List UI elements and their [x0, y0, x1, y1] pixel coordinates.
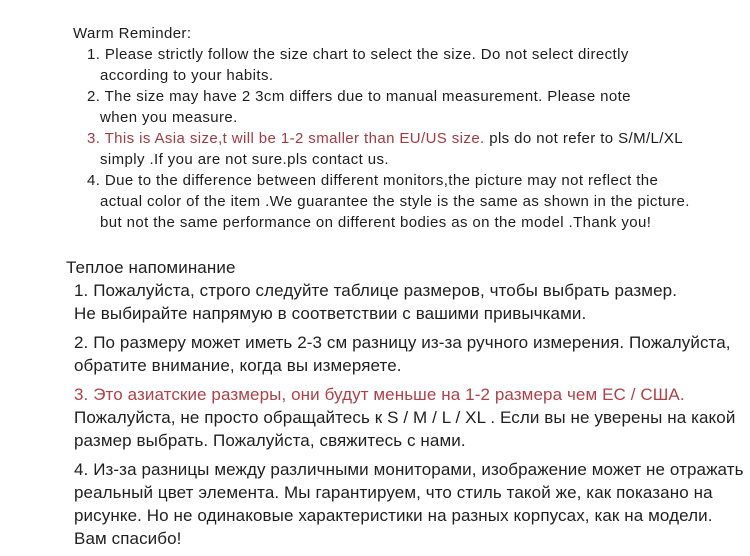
english-item-4-line-2: actual color of the item .We guarantee the style is the same as shown in the picture. — [100, 193, 690, 210]
english-item-1-line-1: 1. Please strictly follow the size chart to select the size. Do not select directly — [87, 46, 629, 63]
russian-item-4-line-3: рисунке. Но не одинаковые характеристики на разных корпусах, как на модели. — [74, 506, 713, 525]
russian-item-4-line-1: 4. Из-за разницы между различными мониторами, изображение может не отражать — [74, 460, 744, 479]
russian-reminder-section — [0, 256, 750, 550]
english-item-2-line-2: when you measure. — [100, 109, 238, 126]
russian-item-4 — [74, 458, 750, 550]
russian-item-1 — [74, 279, 750, 325]
english-reminder-section — [0, 0, 750, 233]
russian-item-4-line-4: Вам спасибо! — [74, 529, 182, 548]
english-item-3-red-text: 3. This is Asia size,t will be 1-2 smaller than EU/US size. — [87, 130, 485, 147]
english-item-1-line-2: according to your habits. — [100, 67, 274, 84]
russian-item-3-line-2: Пожалуйста, не просто обращайтесь к S / M / L / XL . Если вы не уверены на какой — [74, 408, 736, 427]
english-item-3-black-text: pls do not refer to S/M/L/XL — [484, 130, 684, 147]
english-item-3-line-1 — [87, 128, 750, 149]
english-item-4-line-3: but not the same performance on different bodies as on the model .Thank you! — [100, 214, 652, 231]
russian-item-2-line-1: 2. По размеру может иметь 2-3 см разницу из-за ручного измерения. Пожалуйста, — [74, 333, 731, 352]
russian-item-2-line-2: обратите внимание, когда вы измеряете. — [74, 356, 402, 375]
russian-item-1-line-2: Не выбирайте напрямую в соответствии с вашими привычками. — [74, 304, 587, 323]
russian-item-3-line-3: размер выбрать. Пожалуйста, свяжитесь с нами. — [74, 431, 466, 450]
russian-item-3-red-text: 3. Это азиатские размеры, они будут меньше на 1-2 размера чем ЕС / США. — [74, 385, 685, 404]
russian-item-4-line-2: реальный цвет элемента. Мы гарантируем, что стиль такой же, как показано на — [74, 483, 713, 502]
russian-title: Теплое напоминание — [66, 258, 236, 277]
english-item-3-line-2: simply .If you are not sure.pls contact us. — [100, 151, 389, 168]
english-item-2-line-1: 2. The size may have 2 3cm differs due to manual measurement. Please note — [87, 88, 631, 105]
english-item-4-line-1: 4. Due to the difference between different monitors,the picture may not reflect the — [87, 172, 659, 189]
english-title: Warm Reminder: — [73, 25, 192, 42]
russian-item-1-line-1: 1. Пожалуйста, строго следуйте таблице размеров, чтобы выбрать размер. — [74, 281, 678, 300]
russian-item-2 — [74, 331, 750, 377]
russian-item-3 — [74, 383, 750, 452]
